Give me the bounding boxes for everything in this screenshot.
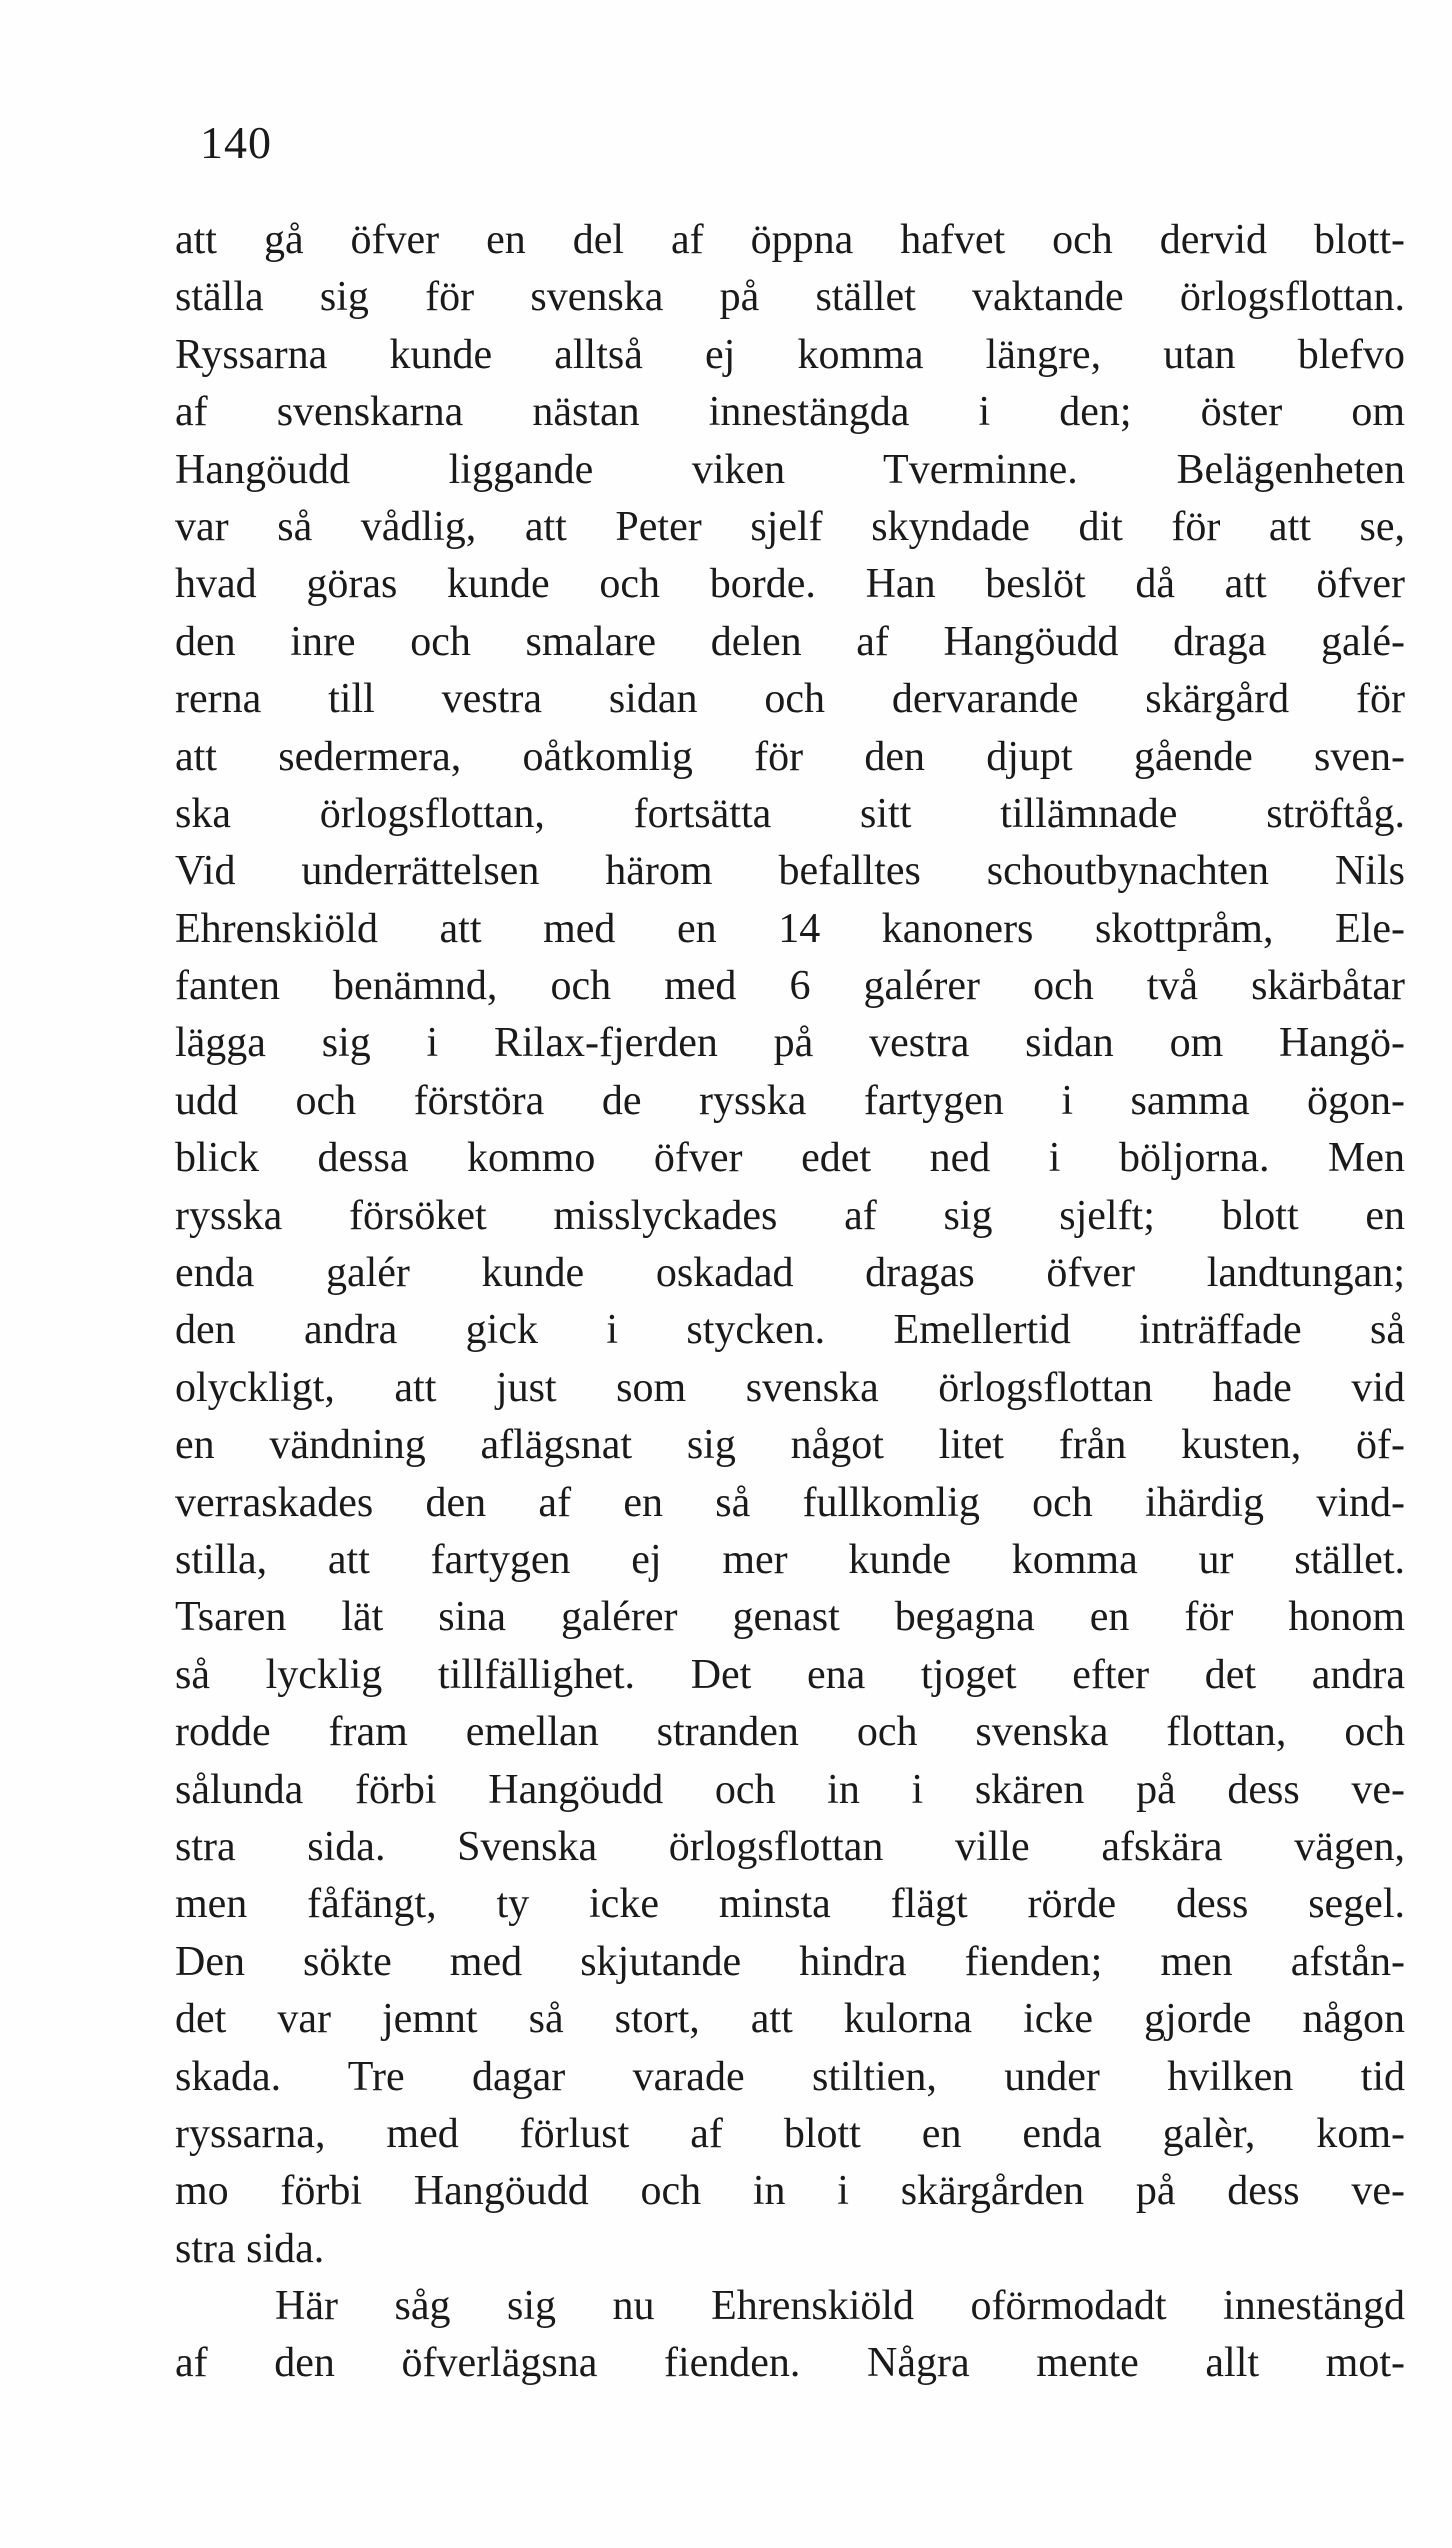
page-number: 140 [200,117,272,168]
text-line: olyckligt, att just som svenska örlogsflottan hade vid [175,1364,1405,1411]
text-line: Vid underrättelsen härom befalltes schoutbynachten Nils [175,848,1405,895]
text-line: hvad göras kunde och borde. Han beslöt då att öfver [175,561,1405,608]
text-line: rerna till vestra sidan och dervarande skärgård för [175,676,1405,723]
text-line: men fåfängt, ty icke minsta flägt rörde dess segel. [175,1881,1405,1928]
text-line: stilla, att fartygen ej mer kunde komma ur stället. [175,1536,1405,1583]
text-line: så lycklig tillfällighet. Det ena tjoget efter det andra [175,1651,1405,1698]
text-line: fanten benämnd, och med 6 galérer och två skärbåtar [175,963,1405,1010]
text-line: blick dessa kommo öfver edet ned i böljorna. Men [175,1135,1405,1182]
text-line: Ryssarna kunde alltså ej komma längre, utan blefvo [175,331,1405,378]
text-line: Här såg sig nu Ehrenskiöld oförmodadt innestängd [275,2283,1405,2330]
text-line: mo förbi Hangöudd och in i skärgården på dess ve- [175,2168,1405,2215]
text-line: Den sökte med skjutande hindra fienden; men afstån- [175,1938,1405,1985]
text-line: lägga sig i Rilax-fjerden på vestra sidan om Hangö- [175,1020,1405,1067]
text-line: rodde fram emellan stranden och svenska flottan, och [175,1709,1405,1756]
text-line: stra sida. [175,2225,325,2272]
text-line: ska örlogsflottan, fortsätta sitt tillämnade ströftåg. [175,790,1405,837]
text-line: att gå öfver en del af öppna hafvet och dervid blott- [175,217,1405,263]
text-line: stra sida. Svenska örlogsflottan ville afskära vägen, [175,1823,1405,1870]
text-line: skada. Tre dagar varade stiltien, under hvilken tid [175,2053,1405,2100]
text-line: af den öfverlägsna fienden. Några mente allt mot- [175,2340,1405,2387]
text-line: den andra gick i stycken. Emellertid inträffade så [175,1307,1405,1354]
text-line: att sedermera, oåtkomlig för den djupt gående sven- [175,733,1405,780]
text-line: den inre och smalare delen af Hangöudd draga galé- [175,618,1405,665]
text-line: verraskades den af en så fullkomlig och ihärdig vind- [175,1479,1405,1526]
text-line: enda galér kunde oskadad dragas öfver landtungan; [175,1250,1405,1297]
text-line: ryssarna, med förlust af blott en enda galèr, kom- [175,2110,1405,2157]
text-line: Ehrenskiöld att med en 14 kanoners skottpråm, Ele- [175,905,1405,952]
text-line: ställa sig för svenska på stället vaktande örlogsflottan. [175,274,1405,321]
text-line: det var jemnt så stort, att kulorna icke gjorde någon [175,1996,1405,2043]
text-line: udd och förstöra de rysska fartygen i samma ögon- [175,1077,1405,1124]
text-line: rysska försöket misslyckades af sig sjelft; blott en [175,1192,1405,1239]
text-line: var så vådlig, att Peter sjelf skyndade dit för att se, [175,503,1405,550]
body-text [175,212,1405,2393]
text-line: Tsaren lät sina galérer genast begagna en för honom [175,1594,1405,1641]
text-line: Hangöudd liggande viken Tverminne. Belägenheten [175,446,1405,493]
text-line: sålunda förbi Hangöudd och in i skären på dess ve- [175,1766,1405,1813]
text-line: en vändning aflägsnat sig något litet från kusten, öf- [175,1422,1405,1469]
text-line: af svenskarna nästan innestängda i den; öster om [175,389,1405,436]
